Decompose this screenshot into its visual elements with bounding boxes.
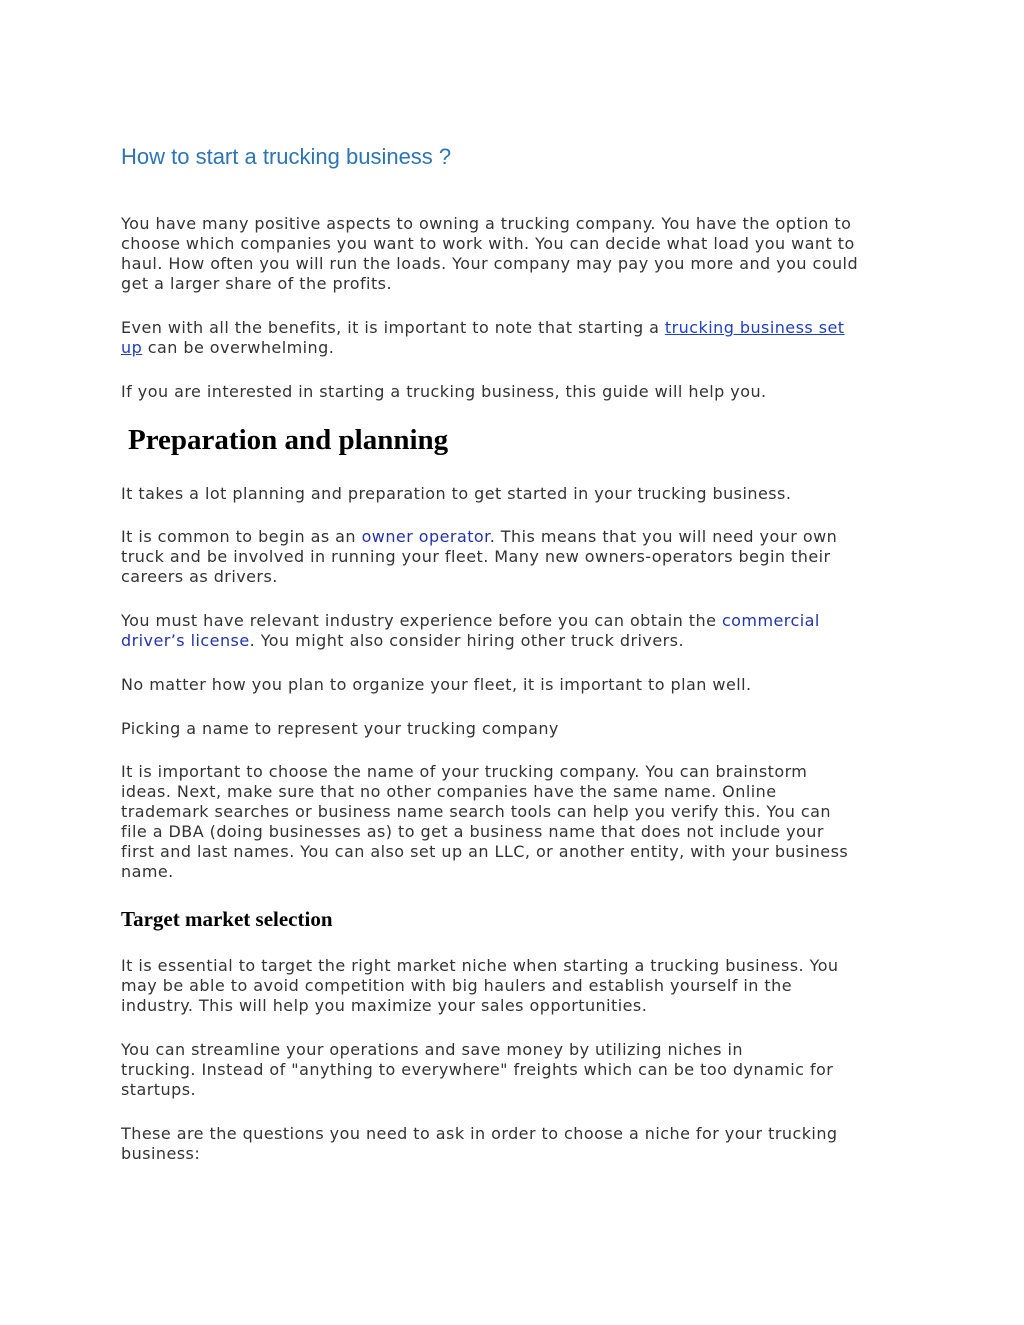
text-line: first and last names. You can also set up an LLC, or another entity, with your business [121, 842, 849, 861]
text-fragment: . This means that you will need your own [489, 527, 838, 546]
commercial-drivers-license-link[interactable]: commercial [721, 611, 820, 630]
prep-paragraph-4: No matter how you plan to organize your fleet, it is important to plan well. [121, 675, 752, 694]
prep-paragraph-1: It takes a lot planning and preparation to get started in your trucking business. [121, 484, 792, 503]
text-line: ideas. Next, make sure that no other companies have the same name. Online [121, 782, 777, 801]
intro-paragraph-2 [121, 318, 911, 358]
prep-paragraph-6 [121, 762, 911, 882]
text-fragment: You must have relevant industry experience before you can obtain the [121, 611, 722, 630]
target-paragraph-1 [121, 956, 911, 1016]
text-line: file a DBA (doing businesses as) to get a business name that does not include your [121, 822, 824, 841]
text-fragment: can be overwhelming. [142, 338, 335, 357]
target-paragraph-2 [121, 1040, 911, 1100]
text-fragment: It is common to begin as an [121, 527, 362, 546]
text-line: business: [121, 1144, 201, 1163]
commercial-drivers-license-link-cont[interactable]: driver’s license [121, 631, 250, 650]
intro-paragraph-3: If you are interested in starting a trucking business, this guide will help you. [121, 382, 767, 401]
target-market-heading: Target market selection [121, 907, 333, 931]
owner-operator-link[interactable]: owner operator [361, 527, 490, 546]
text-line: trucking. Instead of "anything to everywhere" freights which can be too dynamic for [121, 1060, 834, 1079]
text-line: trademark searches or business name search tools can help you verify this. You can [121, 802, 831, 821]
text-line: haul. How often you will run the loads. Your company may pay you more and you could [121, 254, 859, 273]
preparation-heading: Preparation and planning [128, 424, 449, 456]
text-fragment: . You might also consider hiring other truck drivers. [249, 631, 684, 650]
text-line: You have many positive aspects to owning a trucking company. You have the option to [121, 214, 852, 233]
text-line: startups. [121, 1080, 197, 1099]
text-line: name. [121, 862, 174, 881]
target-paragraph-3 [121, 1124, 911, 1164]
text-line: industry. This will help you maximize your sales opportunities. [121, 996, 648, 1015]
text-line: truck and be involved in running your fleet. Many new owners-operators begin their [121, 547, 831, 566]
text-line: These are the questions you need to ask in order to choose a niche for your trucking [121, 1124, 838, 1143]
page-title: How to start a trucking business ? [121, 144, 452, 169]
text-line: may be able to avoid competition with big haulers and establish yourself in the [121, 976, 792, 995]
intro-paragraph-1 [121, 214, 911, 294]
trucking-business-setup-link[interactable]: trucking business set [664, 318, 845, 337]
prep-paragraph-2 [121, 527, 911, 587]
text-fragment: Even with all the benefits, it is important to note that starting a [121, 318, 665, 337]
text-line: choose which companies you want to work with. You can decide what load you want to [121, 234, 855, 253]
text-line: get a larger share of the profits. [121, 274, 392, 293]
text-line: You can streamline your operations and save money by utilizing niches in [121, 1040, 743, 1059]
text-line: It is important to choose the name of your trucking company. You can brainstorm [121, 762, 808, 781]
text-line: careers as drivers. [121, 567, 278, 586]
prep-paragraph-5: Picking a name to represent your trucking company [121, 719, 559, 738]
text-line: It is essential to target the right market niche when starting a trucking business. You [121, 956, 839, 975]
trucking-business-setup-link-cont[interactable]: up [121, 338, 143, 357]
prep-paragraph-3 [121, 611, 911, 651]
